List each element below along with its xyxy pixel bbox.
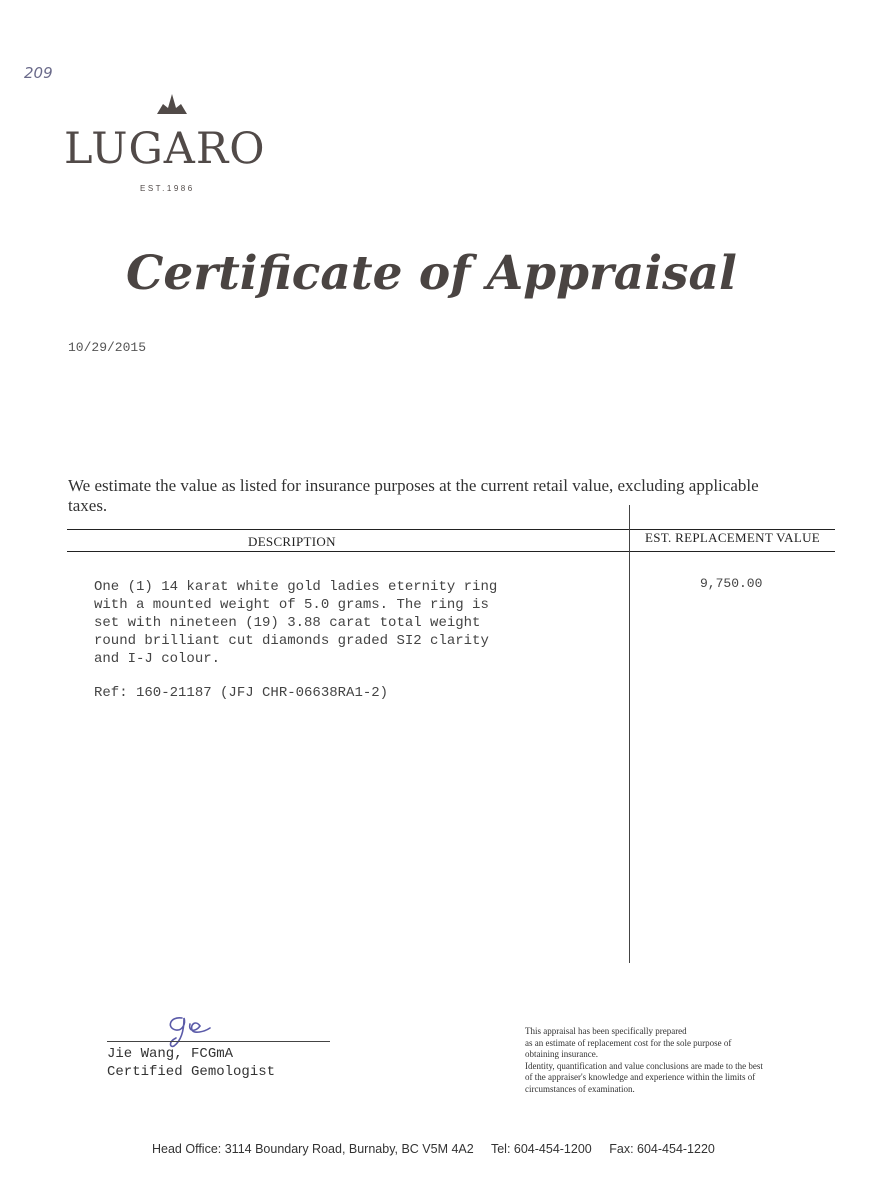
intro-statement: We estimate the value as listed for insurance purposes at the current retail value, excluding applicable taxes.	[68, 476, 759, 515]
appraisal-date: 10/29/2015	[68, 340, 147, 355]
page-title: Certificate of Appraisal	[126, 246, 737, 301]
disclaimer-line: as an estimate of replacement cost for the sole purpose of	[525, 1037, 732, 1048]
description-line: round brilliant cut diamonds graded SI2 clarity	[94, 633, 489, 649]
brand-logo: LUGARO	[64, 124, 266, 174]
appraiser-name: Jie Wang, FCGmA	[107, 1046, 234, 1062]
footer-fax: Fax: 604-454-1220	[609, 1142, 715, 1156]
disclaimer-line: Identity, quantification and value conclusions are made to the best	[525, 1060, 763, 1071]
description-line: and I-J colour.	[94, 651, 221, 667]
footer-contact	[152, 1142, 729, 1156]
reference-number: Ref: 160-21187 (JFJ CHR-06638RA1-2)	[94, 685, 389, 701]
signature-line	[107, 1041, 330, 1042]
description-line: with a mounted weight of 5.0 grams. The ring is	[94, 597, 489, 613]
description-line: set with nineteen (19) 3.88 carat total weight	[94, 615, 481, 631]
replacement-value: 9,750.00	[700, 576, 763, 591]
column-header-description: DESCRIPTION	[248, 534, 336, 549]
brand-established: EST.1986	[140, 184, 195, 193]
table-header-rule	[67, 551, 835, 552]
crown-icon	[153, 94, 191, 116]
item-description	[94, 578, 614, 718]
disclaimer-line: obtaining insurance.	[525, 1049, 598, 1059]
appraiser-title: Certified Gemologist	[107, 1064, 276, 1080]
disclaimer-line: This appraisal has been specifically prepared	[525, 1026, 687, 1036]
footer-address: Head Office: 3114 Boundary Road, Burnaby, BC V5M 4A2	[152, 1142, 474, 1156]
disclaimer-line: circumstances of examination.	[525, 1083, 635, 1094]
description-text	[94, 578, 614, 668]
table-column-divider	[629, 505, 630, 963]
disclaimer	[525, 1026, 825, 1095]
footer-phone: Tel: 604-454-1200	[490, 1142, 592, 1156]
signature	[160, 1010, 220, 1048]
disclaimer-line: of the appraiser's knowledge and experience within the limits of	[525, 1072, 756, 1082]
column-header-value: EST. REPLACEMENT VALUE	[645, 530, 821, 545]
appraiser-block	[107, 1045, 275, 1081]
handwritten-note: 209	[24, 64, 53, 82]
description-line: One (1) 14 karat white gold ladies eternity ring	[94, 579, 498, 595]
